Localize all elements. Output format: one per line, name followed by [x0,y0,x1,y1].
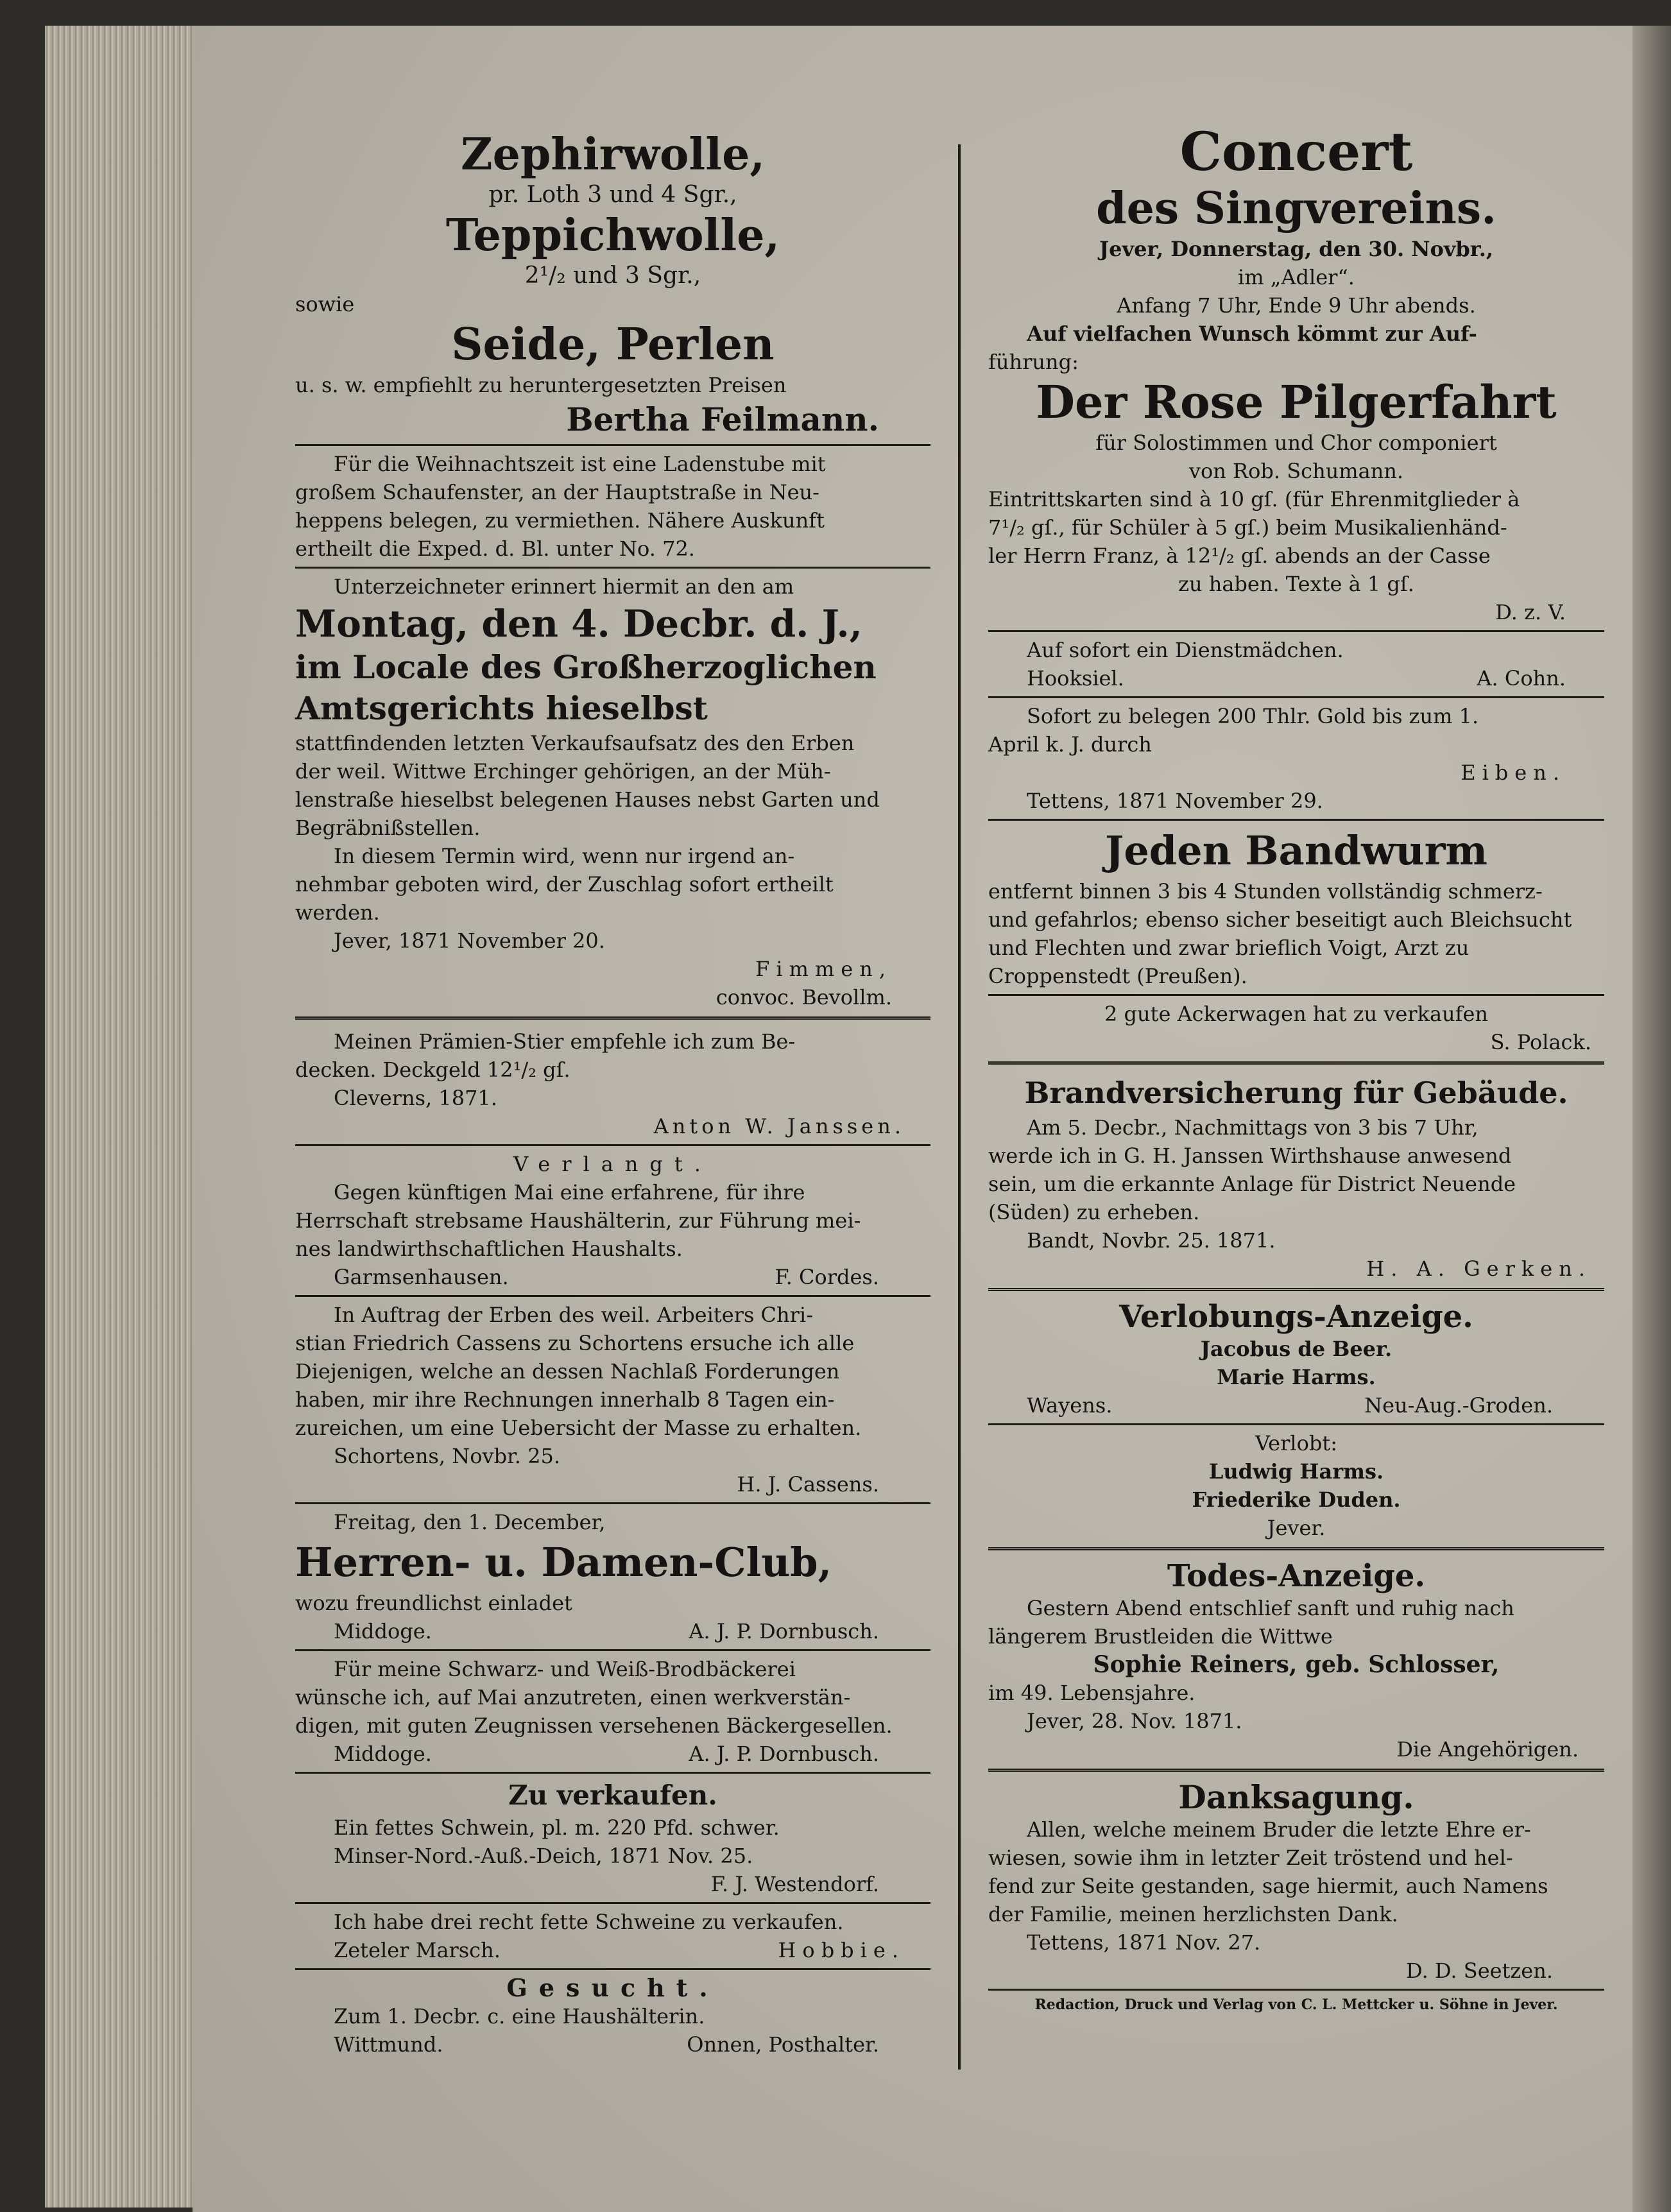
ad-separator [295,1649,930,1651]
ad-line: Gegen künftigen Mai eine erfahrene, für ihre [334,1180,805,1205]
ad-verlobung [988,1299,1604,1542]
ad-bandwurm [988,825,1604,990]
ad-separator [988,1989,1604,1991]
ad-line: Zum 1. Decbr. c. eine Haushälterin. [334,2004,705,2028]
ad-line: (Süden) zu erheben. [988,1200,1200,1224]
ad-signer: Bertha Feilmann. [566,400,879,438]
ad-line: und Flechten und zwar brieflich Voigt, Arzt zu [988,936,1470,960]
ad-line: fend zur Seite gestanden, sage hiermit, auch Namens [988,1874,1548,1898]
ad-heading: im Locale des Großherzoglichen [295,648,877,686]
ad-place: Middoge. [334,1742,432,1766]
ad-line: werde ich in G. H. Janssen Wirthshause anwesend [988,1144,1512,1168]
ad-date: Jever, 28. Nov. 1871. [1027,1709,1242,1733]
ad-line: heppens belegen, zu vermiethen. Nähere Auskunft [295,508,825,533]
ad-line: Am 5. Decbr., Nachmittags von 3 bis 7 Uhr, [1027,1115,1478,1140]
ad-footer-line [295,1617,930,1645]
ad-separator [295,444,930,446]
ad-verlangt [295,1150,930,1291]
ad-name: Marie Harms. [1217,1365,1376,1389]
ad-footer-line [295,1740,930,1768]
ad-signer: F. J. Westendorf. [710,1872,879,1896]
ad-price: pr. Loth 3 und 4 Sgr., [488,182,737,208]
ad-line: großem Schaufenster, an der Hauptstraße in Neu- [295,480,819,504]
ad-heading: Jeden Bandwurm [1105,827,1487,874]
ad-signer: Hobbie. [778,1938,905,1962]
ad-line: digen, mit guten Zeugnissen versehenen Bäckergesellen. [295,1713,893,1738]
ad-date: Tettens, 1871 November 29. [1027,789,1323,813]
ad-line: haben, mir ihre Rechnungen innerhalb 8 Tagen ein- [295,1387,835,1412]
ad-name: Jacobus de Beer. [1200,1337,1392,1361]
ad-footer-line [988,664,1604,692]
ad-todes [988,1558,1604,1763]
ad-place: Hooksiel. [1027,666,1124,690]
ad-date: Freitag, den 1. December, [334,1510,606,1534]
ad-text: u. s. w. empfiehlt zu heruntergesetzten Preisen [295,373,787,397]
ad-signer: A. Cohn. [1477,666,1566,690]
book-binding-shadow [1632,26,1671,2212]
ad-signer: H. J. Cassens. [737,1472,879,1496]
ad-line: für Solostimmen und Chor componiert [1095,431,1497,455]
ad-separator [988,994,1604,996]
ad-line: führung: [988,350,1079,374]
ad-line: Verlobt: [1255,1431,1338,1455]
ad-line: Auf vielfachen Wunsch kömmt zur Auf- [1027,322,1477,346]
ad-place: Wittmund. [334,2032,443,2057]
ad-place: Wayens. [1027,1393,1113,1418]
publisher-footer: Redaction, Druck und Verlag von C. L. Mettcker u. Söhne in Jever. [1034,1996,1558,2013]
ad-line: Ich habe drei recht fette Schweine zu verkaufen. [334,1910,844,1934]
ad-place: Garmsenhausen. [334,1265,509,1289]
ad-line: Für meine Schwarz- und Weiß-Brodbäckerei [334,1657,796,1681]
ad-line: 2 gute Ackerwagen hat zu verkaufen [1104,1002,1489,1026]
ad-ladenstube [295,450,930,563]
ad-signer: D. D. Seetzen. [1406,1959,1553,1983]
ad-title: Zephirwolle, [460,129,766,180]
ad-separator [295,1016,930,1022]
ad-title: Teppichwolle, [445,210,780,261]
ad-name: Sophie Reiners, geb. Schlosser, [1093,1651,1500,1678]
ad-concert [988,122,1604,626]
ad-signer: Fimmen, [755,957,892,981]
ad-line: ertheilt die Exped. d. Bl. unter No. 72. [295,536,695,561]
ad-line: In diesem Termin wird, wenn nur irgend an- [334,844,795,868]
column-divider [958,144,961,2070]
ad-line: und gefahrlos; ebenso sicher beseitigt auch Bleichsucht [988,907,1572,932]
ad-signer: H. A. Gerken. [1366,1256,1591,1281]
ad-line: sein, um die erkannte Anlage für District Neuende [988,1172,1516,1196]
ad-line: Eintrittskarten sind à 10 gſ. (für Ehrenmitglieder à [988,487,1520,511]
ad-text: sowie [295,292,355,316]
ad-date: Tettens, 1871 Nov. 27. [1027,1930,1261,1955]
ad-line: Sofort zu belegen 200 Thlr. Gold bis zum 1. [1027,704,1479,728]
ad-zephirwolle [295,128,930,440]
ad-heading: Herren- u. Damen-Club, [295,1539,832,1586]
ad-line: der Familie, meinen herzlichsten Dank. [988,1902,1398,1926]
ad-gold [988,702,1604,815]
ad-signer: A. J. P. Dornbusch. [689,1619,879,1643]
ad-heading: Danksagung. [1178,1778,1414,1816]
ad-heading: Der Rose Pilgerfahrt [1036,375,1557,429]
ad-separator [295,1968,930,1970]
ad-gesucht [295,1974,930,2059]
ad-separator [988,1061,1604,1067]
ad-ackerwagen [988,1000,1604,1056]
ad-line: werden. [295,900,380,925]
ad-line: wozu freundlichst einladet [295,1591,572,1615]
ad-footer-line [295,2030,930,2059]
ad-line: stattfindenden letzten Verkaufsaufsatz des den Erben [295,731,855,755]
ad-line: Unterzeichneter erinnert hiermit an den am [334,574,794,599]
ad-separator [988,1423,1604,1425]
ad-brand [988,1072,1604,1283]
ad-signer: F. Cordes. [775,1265,879,1289]
ad-line: im „Adler“. [1238,265,1355,289]
ad-heading: Brandversicherung für Gebäude. [1024,1076,1568,1110]
ad-price: 2¹/₂ und 3 Sgr., [524,262,701,289]
ad-signer: Onnen, Posthalter. [687,2032,879,2057]
ad-signer: D. z. V. [1495,600,1566,624]
ad-separator [988,1769,1604,1774]
ad-separator [988,1288,1604,1294]
ad-date: Jever, 1871 November 20. [334,929,605,953]
ad-date: Schortens, Novbr. 25. [334,1444,561,1468]
ad-place: Neu-Aug.-Groden. [1364,1393,1553,1418]
ad-line: der weil. Wittwe Erchinger gehörigen, an der Müh- [295,759,831,784]
ad-heading: des Singvereins. [1096,183,1496,234]
ad-line: Begräbnißstellen. [295,816,481,840]
ad-line: entfernt binnen 3 bis 4 Stunden vollständig schmerz- [988,879,1543,904]
ad-separator [295,1144,930,1146]
ad-footer-line [988,1391,1604,1419]
ad-place: Zeteler Marsch. [334,1938,501,1962]
ad-line: Diejenigen, welche an dessen Nachlaß Forderungen [295,1359,840,1384]
ad-separator [295,1902,930,1904]
ad-line: ler Herrn Franz, à 12¹/₂ gſ. abends an der Casse [988,544,1491,568]
ad-heading: Concert [1179,121,1413,183]
left-column [295,116,930,2059]
ad-line: Jever, Donnerstag, den 30. Novbr., [1099,237,1493,261]
ad-line: wünsche ich, auf Mai anzutreten, einen werkverstän- [295,1685,851,1710]
book-page-edges [45,26,205,2208]
ad-signer: Eiben. [1461,760,1566,785]
ad-separator [988,630,1604,632]
ad-heading: Verlangt. [513,1152,712,1176]
ad-name: Friederike Duden. [1192,1488,1401,1512]
ad-separator [988,1547,1604,1553]
ad-heading: Zu verkaufen. [508,1779,717,1811]
ad-baecker [295,1655,930,1768]
ad-heading: Montag, den 4. Decbr. d. J., [295,602,862,646]
ad-place: Jever. [1267,1516,1326,1540]
ad-schweine [295,1908,930,1964]
ad-dienst [988,636,1604,692]
ad-line: zu haben. Texte à 1 gſ. [1178,572,1414,596]
ad-line: nes landwirthschaftlichen Haushalts. [295,1237,683,1261]
ad-place: Cleverns, 1871. [334,1086,497,1110]
ad-line: im 49. Lebensjahre. [988,1681,1195,1705]
ad-separator [988,696,1604,698]
ad-line: Für die Weihnachtszeit ist eine Ladenstube mit [334,452,826,476]
ad-separator [988,819,1604,821]
ad-signer: Die Angehörigen. [1396,1737,1579,1762]
ad-title: Seide, Perlen [451,319,775,370]
ad-separator [295,1295,930,1297]
ad-cassens [295,1301,930,1498]
ad-line: 7¹/₂ gſ., für Schüler à 5 gſ.) beim Musikalienhänd- [988,515,1507,540]
ad-signer: S. Polack. [1490,1030,1591,1054]
ad-place: Middoge. [334,1619,432,1643]
ad-footer-line [295,1936,930,1964]
ad-signer: convoc. Bevollm. [716,985,892,1009]
ad-line: stian Friedrich Cassens zu Schortens ersuche ich alle [295,1331,855,1355]
ad-line: Anfang 7 Uhr, Ende 9 Uhr abends. [1117,293,1476,318]
ad-line: Ein fettes Schwein, pl. m. 220 Pfd. schwer. [334,1815,780,1840]
ad-date: Bandt, Novbr. 25. 1871. [1027,1228,1276,1253]
ad-line: Meinen Prämien-Stier empfehle ich zum Be- [334,1029,796,1054]
ad-signer: A. J. P. Dornbusch. [689,1742,879,1766]
ad-line: von Rob. Schumann. [1188,459,1404,483]
right-column [988,116,1604,2015]
ad-heading: Verlobungs-Anzeige. [1119,1299,1473,1335]
ad-line: wiesen, sowie ihm in letzter Zeit tröstend und hel- [988,1846,1513,1870]
ad-line: zureichen, um eine Uebersicht der Masse zu erhalten. [295,1416,862,1440]
ad-line: In Auftrag der Erben des weil. Arbeiters Chri- [334,1303,813,1327]
ad-dank [988,1779,1604,1985]
ad-separator [295,1502,930,1504]
ad-line: Minser-Nord.-Auß.-Deich, 1871 Nov. 25. [334,1844,753,1868]
ad-line: nehmbar geboten wird, der Zuschlag sofort ertheilt [295,872,834,896]
ad-footer-line [295,1263,930,1291]
ad-schwein [295,1778,930,1898]
ad-verkauf [295,572,930,1011]
ad-stier [295,1027,930,1140]
ad-line: decken. Deckgeld 12¹/₂ gſ. [295,1058,570,1082]
ad-separator [295,1772,930,1774]
ad-line: lenstraße hieselbst belegenen Hauses nebst Garten und [295,787,880,812]
ad-club [295,1508,930,1645]
ad-name: Ludwig Harms. [1208,1459,1384,1484]
ad-line: Croppenstedt (Preußen). [988,964,1247,988]
ad-separator [295,567,930,569]
ad-heading: Amtsgerichts hieselbst [295,689,708,727]
ad-line: Gestern Abend entschlief sanft und ruhig nach [1027,1596,1514,1620]
ad-line: April k. J. durch [988,732,1152,757]
ad-line: Allen, welche meinem Bruder die letzte Ehre er- [1027,1817,1531,1842]
ad-heading: Todes-Anzeige. [1167,1558,1426,1594]
ad-line: Herrschaft strebsame Haushälterin, zur Führung mei- [295,1208,861,1233]
ad-signer: Anton W. Janssen. [653,1114,905,1138]
ad-line: Auf sofort ein Dienstmädchen. [1027,638,1344,662]
ad-heading: Gesucht. [506,1974,719,2002]
ad-line: längerem Brustleiden die Wittwe [988,1624,1333,1649]
